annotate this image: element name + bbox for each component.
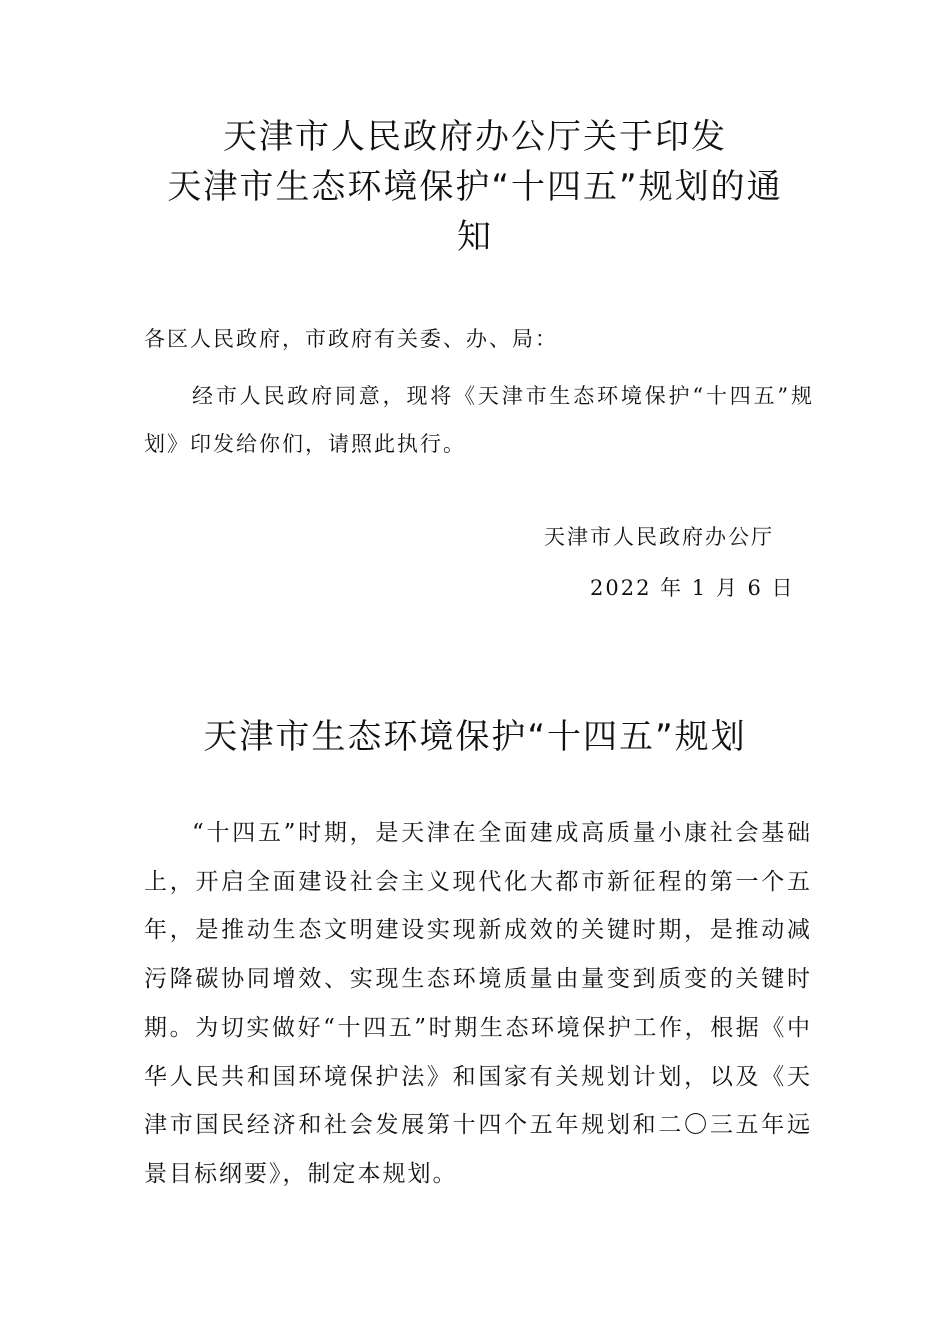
- notice-title-line-2: 天津市生态环境保护“十四五”规划的通: [167, 167, 783, 207]
- notice-salutation: 各区人民政府，市政府有关委、办、局：: [144, 327, 558, 351]
- issue-date: 2022 年 1 月 6 日: [590, 576, 795, 600]
- issuer-signature: 天津市人民政府办公厅: [544, 525, 774, 549]
- notice-title-line-3: 知: [457, 217, 493, 257]
- notice-title-line-1: 天津市人民政府办公厅关于印发: [223, 117, 727, 157]
- notice-title: [0, 112, 950, 262]
- plan-intro-paragraph: “十四五”时期，是天津在全面建成高质量小康社会基础上，开启全面建设社会主义现代化大都市新征程的第一个五年，是推动生态文明建设实现新成效的关键时期，是推动减污降碳协同增效、实现生态环境质量由量变到质变的关键时期。为切实做好“十四五”时期生态环境保护工作，根据《中华人民共和国环境保护法》和国家有关规划计划，以及《天津市国民经济和社会发展第十四个五年规划和二〇三五年远景目标纲要》，制定本规划。: [144, 820, 812, 1187]
- notice-body-paragraph: 经市人民政府同意，现将《天津市生态环境保护“十四五”规划》印发给你们，请照此执行。: [144, 384, 814, 456]
- plan-title: 天津市生态环境保护“十四五”规划: [203, 717, 747, 757]
